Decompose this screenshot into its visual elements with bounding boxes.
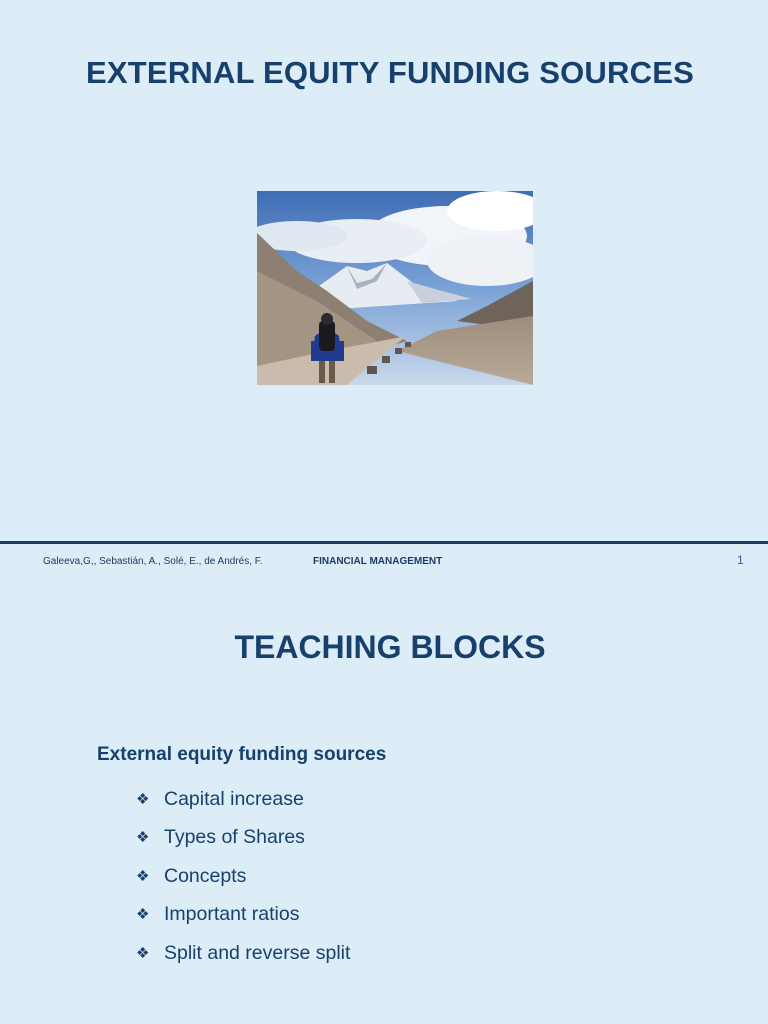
footer-authors: Galeeva,G,, Sebastián, A., Solé, E., de Andrés, F.	[43, 556, 263, 567]
slide-1-title: EXTERNAL EQUITY FUNDING SOURCES	[86, 55, 694, 90]
list-item	[136, 896, 350, 935]
mountain-hiker-photo	[257, 191, 533, 385]
slide-divider	[0, 541, 768, 544]
diamond-bullet-icon: ❖	[136, 790, 150, 808]
list-item-label: Concepts	[164, 864, 247, 887]
list-item	[136, 857, 350, 896]
teaching-blocks-list	[136, 780, 350, 973]
page-number: 1	[737, 553, 744, 567]
diamond-bullet-icon: ❖	[136, 867, 150, 885]
diamond-bullet-icon: ❖	[136, 829, 150, 847]
list-item	[136, 819, 350, 858]
list-item-label: Split and reverse split	[164, 941, 351, 964]
list-item	[136, 780, 350, 819]
diamond-bullet-icon: ❖	[136, 906, 150, 924]
list-item-label: Important ratios	[164, 903, 300, 926]
slide-2-title: TEACHING BLOCKS	[234, 629, 546, 665]
diamond-bullet-icon: ❖	[136, 944, 150, 962]
section-heading: External equity funding sources	[97, 744, 387, 765]
footer-course: FINANCIAL MANAGEMENT	[313, 556, 443, 567]
list-item-label: Types of Shares	[164, 826, 305, 849]
list-item	[136, 934, 350, 973]
list-item-label: Capital increase	[164, 787, 304, 810]
